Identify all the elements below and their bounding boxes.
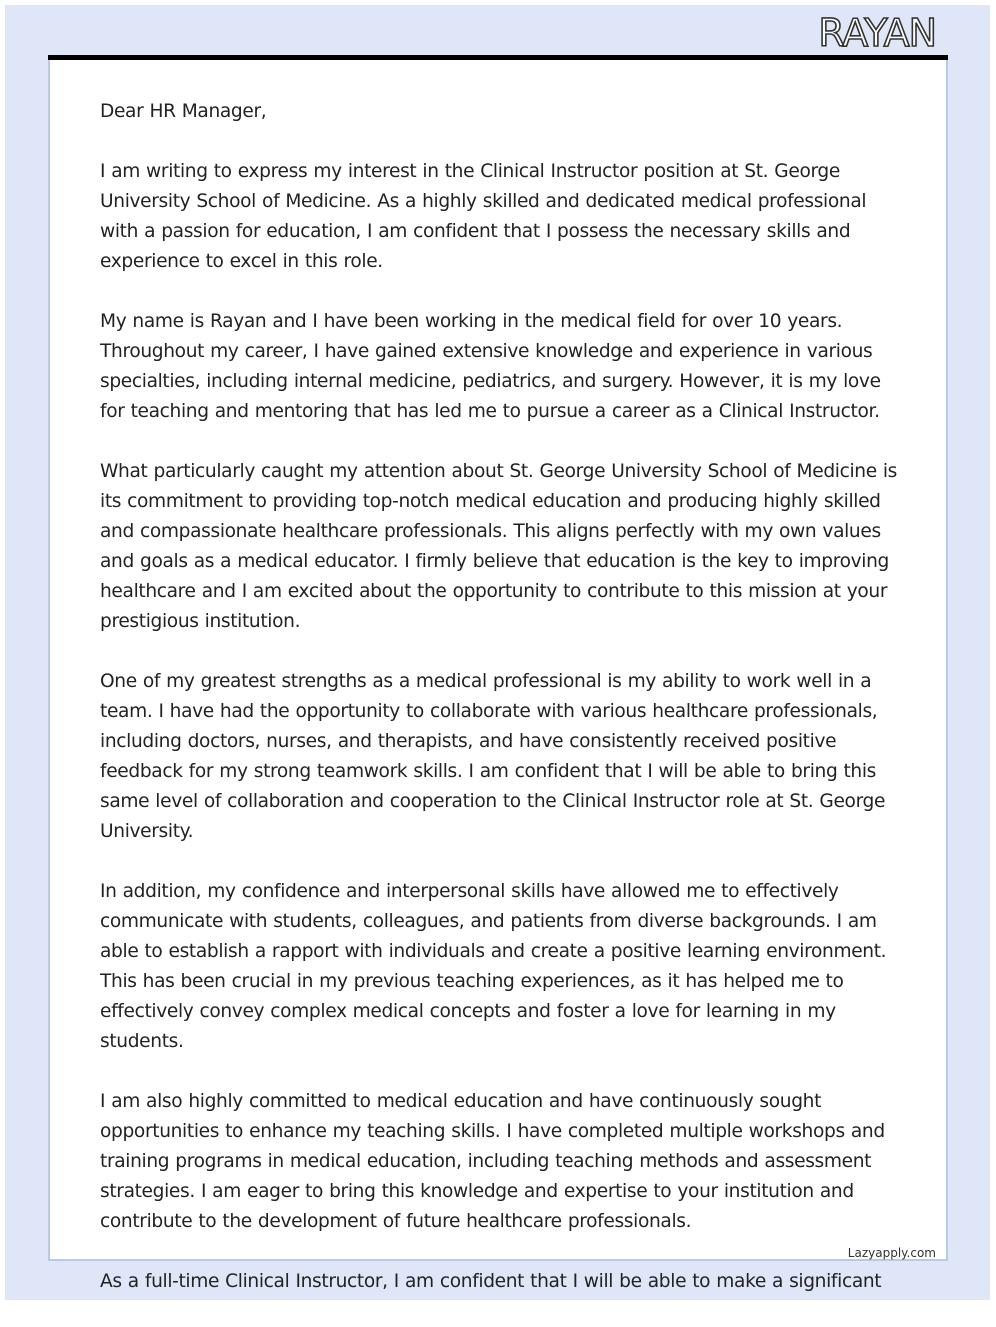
paragraph-motivation: What particularly caught my attention about St. George University School of Medicine is its commitment to providing top-notch medical education and producing highly skilled and compassionate healthcare professionals. This aligns perfectly with my own values and goals as a medical educator. I firmly believe that education is the key to improving healthcare and I am excited about the opportunity to contribute to this mission at your prestigious institution. (100, 461, 898, 632)
applicant-name-header: RAYAN (818, 11, 936, 55)
paragraph-commitment: I am also highly committed to medical education and have continuously sought opportunities to enhance my teaching skills. I have completed multiple workshops and training programs in medical education, including teaching methods and assessment strategies. I am eager to bring this knowledge and expertise to your institution and contribute to the development of future healthcare professionals. (100, 1091, 885, 1232)
salutation: Dear HR Manager, (100, 101, 267, 122)
paragraph-interpersonal: In addition, my confidence and interpersonal skills have allowed me to effectively communicate with students, colleagues, and patients from diverse backgrounds. I am able to establish a rapport with individuals and create a positive learning environment. This has been crucial in my previous teaching experiences, as it has helped me to effectively convey complex medical concepts and foster a love for learning in my students. (100, 881, 887, 1052)
paragraph-background: My name is Rayan and I have been working in the medical field for over 10 years. Throughout my career, I have gained extensive knowledge and experience in various specialties, including internal medicine, pediatrics, and surgery. However, it is my love for teaching and mentoring that has led me to pursue a career as a Clinical Instructor. (100, 311, 881, 422)
paragraph-teamwork: One of my greatest strengths as a medical professional is my ability to work well in a team. I have had the opportunity to collaborate with various healthcare professionals, including doctors, nurses, and therapists, and have consistently received positive feedback for my strong teamwork skills. I am confident that I will be able to bring this same level of collaboration and cooperation to the Clinical Instructor role at St. George University. (100, 671, 886, 842)
paragraph-closing-partial: As a full-time Clinical Instructor, I am confident that I will be able to make a significant (100, 1271, 882, 1292)
watermark-link[interactable]: Lazyapply.com (847, 1246, 936, 1260)
cover-letter-body (100, 97, 900, 1327)
paragraph-intro: I am writing to express my interest in the Clinical Instructor position at St. George University School of Medicine. As a highly skilled and dedicated medical professional with a passion for education, I am confident that I possess the necessary skills and experience to excel in this role. (100, 161, 867, 272)
